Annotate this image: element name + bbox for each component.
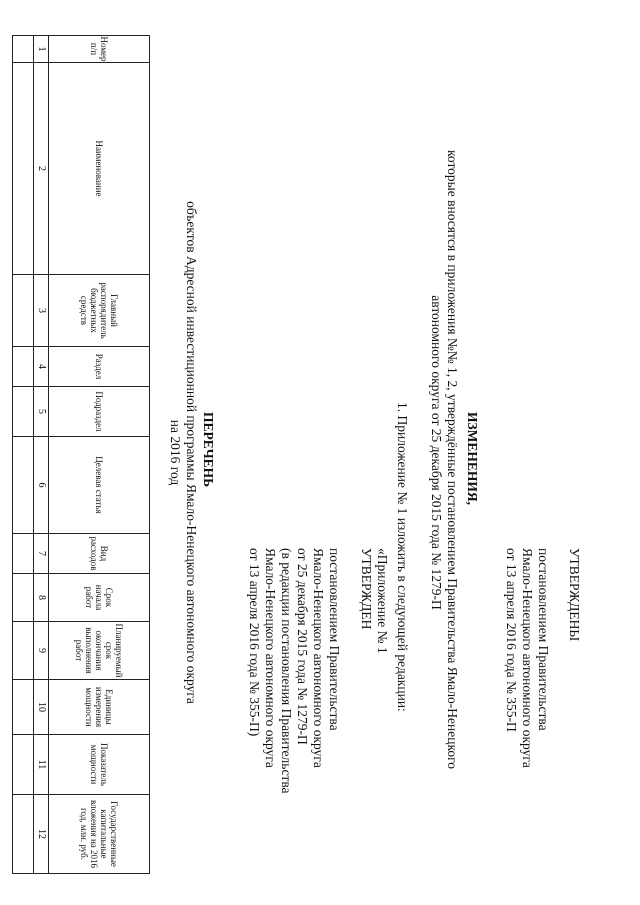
changes-subtitle xyxy=(428,150,460,770)
column-header: Срок начала работ xyxy=(49,574,150,622)
table-cell xyxy=(13,622,34,680)
appendix-line xyxy=(342,548,358,794)
column-number: 2 xyxy=(34,63,49,275)
column-header: Наименование xyxy=(49,63,150,275)
approval-title: УТВЕРЖДЕНЫ xyxy=(567,548,582,642)
table-cell xyxy=(13,735,34,795)
column-header: Номер п/п xyxy=(49,36,150,63)
column-header: Показатель мощности xyxy=(49,735,150,795)
appendix-line: «Приложение № 1 xyxy=(375,548,390,654)
column-number: 9 xyxy=(34,622,49,680)
appendix-block xyxy=(246,548,390,794)
item-1-text: 1. Приложение № 1 изложить в следующей редакции: xyxy=(395,402,410,712)
column-number: 11 xyxy=(34,735,49,795)
table-cell xyxy=(13,275,34,347)
appendix-line: от 13 апреля 2016 года № 355-П) xyxy=(247,548,262,737)
appendix-line: (в редакции постановления Правительства xyxy=(279,548,294,794)
column-header: Единицы измерения мощности xyxy=(49,680,150,735)
table-cell xyxy=(13,437,34,534)
appendix-line: постановлением Правительства xyxy=(327,548,342,731)
table-cell xyxy=(13,347,34,387)
column-header: Вид расходов xyxy=(49,534,150,574)
approval-line: постановлением Правительства xyxy=(536,548,551,731)
column-header: Государственные капитальные вложения на 2016 год, млн. руб. xyxy=(49,795,150,874)
column-header: Подраздел xyxy=(49,387,150,437)
list-title: ПЕРЕЧЕНЬ xyxy=(201,412,216,488)
approval-block xyxy=(503,548,582,768)
table-cell xyxy=(13,574,34,622)
changes-subtitle-line: автономного округа от 25 декабря 2015 года № 1279-П xyxy=(429,295,444,610)
table-cell xyxy=(13,795,34,874)
table-cell xyxy=(13,387,34,437)
table-cell xyxy=(13,680,34,735)
table-row xyxy=(13,36,34,874)
column-number: 1 xyxy=(34,36,49,63)
column-header: Главный распорядитель бюджетных средств xyxy=(49,275,150,347)
appendix-line: от 25 декабря 2015 года № 1279-П xyxy=(295,548,310,745)
investment-table xyxy=(12,35,150,874)
table-header-row xyxy=(49,36,150,874)
changes-subtitle-line: которые вносятся в приложения №№ 1, 2, утверждённые постановлением Правительства Ямало-Ненецкого xyxy=(445,150,460,770)
table-number-row xyxy=(34,36,49,874)
list-subtitle-line: объектов Адресной инвестиционной программы Ямало-Ненецкого автономного округа xyxy=(184,201,199,704)
column-number: 4 xyxy=(34,347,49,387)
column-number: 6 xyxy=(34,437,49,534)
column-number: 3 xyxy=(34,275,49,347)
column-number: 5 xyxy=(34,387,49,437)
table-cell xyxy=(13,63,34,275)
changes-title: ИЗМЕНЕНИЯ, xyxy=(465,412,480,506)
column-header: Планируемый срок окончания выполнения работ xyxy=(49,622,150,680)
list-subtitle xyxy=(167,150,199,755)
table-cell xyxy=(13,36,34,63)
appendix-line: Ямало-Ненецкого автономного округа xyxy=(263,548,278,768)
appendix-line: УТВЕРЖДЕН xyxy=(359,548,374,630)
column-number: 7 xyxy=(34,534,49,574)
table-cell xyxy=(13,534,34,574)
list-subtitle-line: на 2016 год xyxy=(168,419,183,486)
column-header: Раздел xyxy=(49,347,150,387)
approval-line: Ямало-Ненецкого автономного округа xyxy=(520,548,535,768)
approval-line: от 13 апреля 2016 года № 355-П xyxy=(504,548,519,732)
appendix-line: Ямало-Ненецкого автономного округа xyxy=(311,548,326,768)
column-number: 8 xyxy=(34,574,49,622)
column-number: 10 xyxy=(34,680,49,735)
column-number: 12 xyxy=(34,795,49,874)
column-header: Целевая статья xyxy=(49,437,150,534)
